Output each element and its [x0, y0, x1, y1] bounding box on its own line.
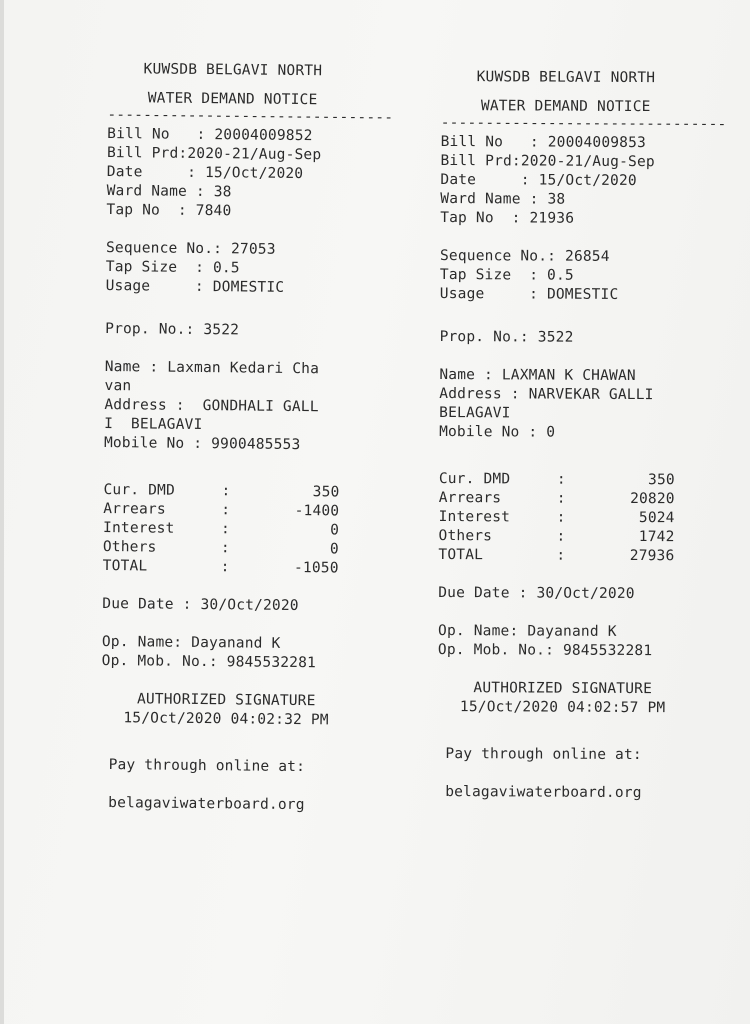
amount-sep: :: [221, 521, 231, 538]
print-timestamp: 15/Oct/2020 04:02:32 PM: [123, 710, 329, 729]
customer-name: Name : Laxman Kedari Cha: [104, 358, 320, 378]
amount-row: [439, 508, 689, 528]
usage: Usage : DOMESTIC: [105, 277, 285, 296]
amount-sep: :: [556, 528, 566, 545]
amount-sep: :: [220, 559, 230, 576]
authorized-signature: AUTHORIZED SIGNATURE: [473, 680, 653, 698]
amount-sep: :: [556, 471, 566, 488]
due-date: Due Date : 30/Oct/2020: [438, 584, 635, 603]
amount-label: TOTAL: [102, 557, 148, 575]
bill-period: Bill Prd:2020-21/Aug-Sep: [106, 144, 322, 164]
amount-value: 20820: [630, 490, 675, 508]
operator-mobile: Op. Mob. No.: 9845532281: [437, 641, 653, 660]
amount-row: [103, 500, 353, 522]
tap-no: Tap No : 7840: [106, 201, 232, 220]
pay-online-text: Pay through online at:: [108, 757, 306, 776]
amount-sep: :: [556, 547, 566, 564]
pay-online-text: Pay through online at:: [445, 746, 642, 764]
amount-sep: :: [556, 509, 566, 526]
address: Address : NARVEKAR GALLI: [439, 385, 654, 404]
org-name: KUWSDB BELGAVI NORTH: [476, 69, 656, 87]
amount-sep: :: [556, 490, 566, 507]
amount-value: 5024: [638, 510, 675, 527]
prop-no: Prop. No.: 3522: [439, 328, 574, 346]
amount-value: 0: [330, 522, 340, 539]
org-name: KUWSDB BELGAVI NORTH: [143, 61, 323, 80]
amount-label: Arrears: [438, 489, 502, 507]
divider: --------------------------------: [107, 106, 394, 126]
amount-sep: :: [221, 502, 231, 519]
tap-size: Tap Size : 0.5: [105, 258, 240, 277]
address-cont: I BELAGAVI: [104, 415, 203, 434]
amount-value: -1400: [294, 502, 340, 520]
amount-value: 0: [329, 541, 339, 558]
tap-size: Tap Size : 0.5: [439, 266, 574, 284]
amount-row: [439, 470, 689, 490]
amount-row: [103, 519, 353, 541]
amount-label: Cur. DMD: [438, 470, 511, 488]
divider: --------------------------------: [440, 114, 727, 133]
prop-no: Prop. No.: 3522: [105, 320, 240, 339]
bill-no: Bill No : 20004009853: [440, 133, 647, 152]
bill-period: Bill Prd:2020-21/Aug-Sep: [440, 152, 655, 171]
amount-label: Interest: [438, 508, 511, 526]
operator-name: Op. Name: Dayanand K: [438, 622, 617, 640]
customer-name: Name : LAXMAN K CHAWAN: [439, 366, 636, 385]
amount-label: Cur. DMD: [103, 481, 176, 499]
amount-label: Arrears: [103, 500, 166, 518]
amount-label: TOTAL: [438, 546, 484, 564]
ward-name: Ward Name : 38: [106, 182, 232, 201]
mobile-no: Mobile No : 9900485553: [103, 434, 301, 454]
mobile-no: Mobile No : 0: [439, 423, 556, 441]
amount-row: [103, 538, 353, 560]
sequence-no: Sequence No.: 27053: [105, 239, 276, 258]
amount-row: [438, 527, 688, 547]
operator-name: Op. Name: Dayanand K: [101, 633, 281, 652]
receipt-left: [100, 60, 394, 816]
amount-label: Others: [438, 527, 493, 545]
tap-no: Tap No : 21936: [440, 209, 575, 227]
bill-date: Date : 15/Oct/2020: [440, 171, 637, 190]
amount-label: Interest: [103, 519, 175, 537]
amount-label: Others: [102, 538, 157, 556]
amount-value: 350: [312, 484, 340, 501]
amount-sep: :: [221, 483, 231, 500]
amount-row: [439, 489, 689, 509]
operator-mobile: Op. Mob. No.: 9845532281: [101, 652, 317, 672]
notice-title: WATER DEMAND NOTICE: [480, 98, 651, 116]
bill-date: Date : 15/Oct/2020: [106, 163, 304, 183]
amount-value: 1742: [638, 529, 675, 546]
ward-name: Ward Name : 38: [440, 190, 566, 208]
authorized-signature: AUTHORIZED SIGNATURE: [136, 691, 316, 710]
amount-row: [438, 546, 688, 566]
amount-value: 27936: [629, 547, 675, 565]
address: Address : GONDHALI GALL: [104, 396, 319, 416]
due-date: Due Date : 30/Oct/2020: [102, 595, 299, 615]
amount-value: 350: [648, 472, 675, 489]
bill-no: Bill No : 20004009852: [107, 125, 313, 145]
receipt-right: [437, 68, 727, 803]
amount-row: [103, 557, 353, 579]
sequence-no: Sequence No.: 26854: [439, 247, 610, 265]
amount-row: [103, 481, 353, 503]
amount-value: -1050: [293, 559, 339, 577]
notice-title: WATER DEMAND NOTICE: [147, 90, 318, 109]
website: belagaviwaterboard.org: [108, 795, 305, 814]
website: belagaviwaterboard.org: [445, 784, 642, 802]
amount-sep: :: [220, 540, 230, 557]
address-cont: BELAGAVI: [439, 404, 511, 422]
paper-sheet: [4, 0, 750, 1024]
print-timestamp: 15/Oct/2020 04:02:57 PM: [459, 699, 666, 717]
customer-name-cont: van: [104, 377, 132, 395]
usage: Usage : DOMESTIC: [439, 285, 619, 303]
